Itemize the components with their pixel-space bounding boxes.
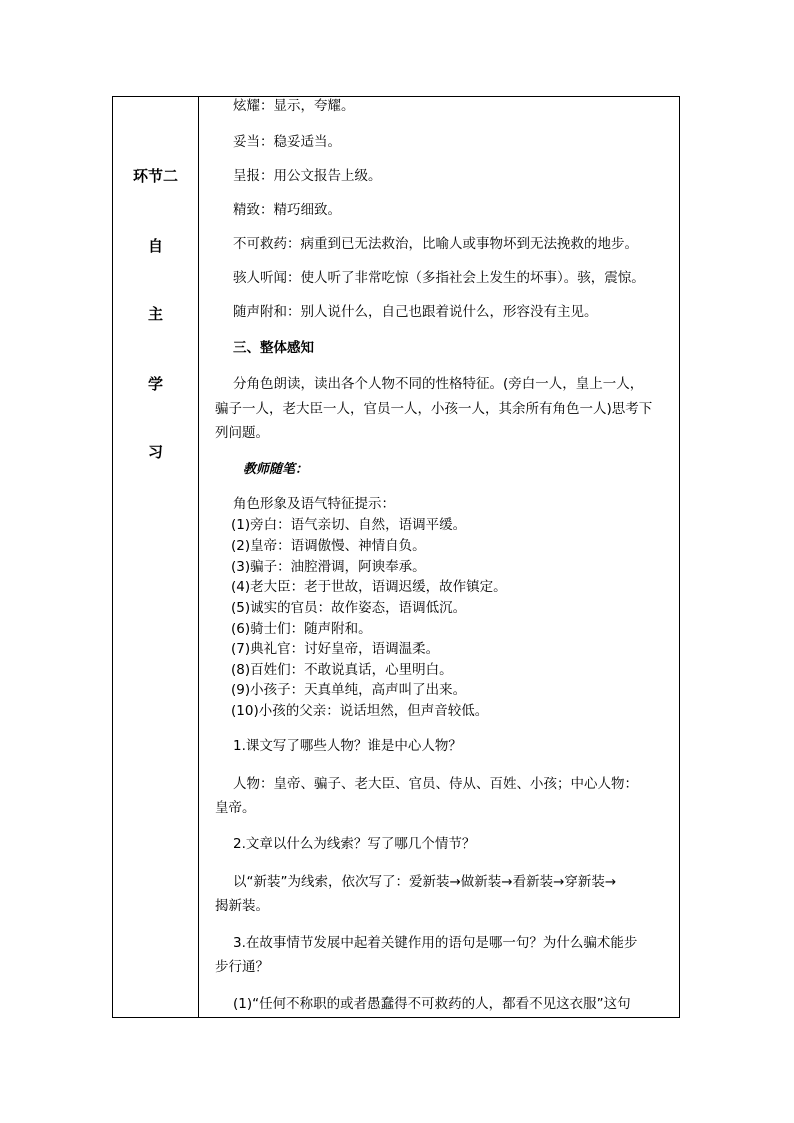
role-hint: (6)骑士们：随声附和。 (231, 621, 372, 637)
role-hint: (7)典礼官：讨好皇帝，语调温柔。 (231, 641, 440, 657)
role-hint: (9)小孩子：天真单纯，高声叫了出来。 (231, 682, 467, 698)
answer-line: 以“新装”为线索，依次写了：爱新装→做新装→看新装→穿新装→ (233, 874, 617, 890)
section-char-2: 主 (147, 305, 163, 323)
vocab-line: 随声附和：别人说什么，自己也跟着说什么，形容没有主见。 (233, 304, 598, 320)
answer-line: 皇帝。 (215, 800, 256, 816)
role-hint: (10)小孩的父亲：说话坦然，但声音较低。 (231, 703, 489, 719)
question: 步行通？ (215, 959, 269, 975)
role-hint: (2)皇帝：语调傲慢、神情自负。 (231, 538, 426, 554)
role-hint: (3)骗子：油腔滑调，阿谀奉承。 (231, 559, 426, 575)
question: 1.课文写了哪些人物？谁是中心人物？ (233, 738, 462, 754)
content-column (199, 97, 679, 1017)
vocab-line: 呈报：用公文报告上级。 (233, 168, 382, 184)
paragraph-line: 骗子一人，老大臣一人，官员一人，小孩一人，其余所有角色一人)思考下 (215, 401, 653, 417)
lesson-table (112, 96, 680, 1018)
question: 2.文章以什么为线索？写了哪几个情节？ (233, 836, 476, 852)
paragraph-line: 列问题。 (215, 425, 269, 441)
answer-line: (1)“任何不称职的或者愚蠢得不可救药的人，都看不见这衣服”这句 (233, 996, 631, 1012)
vocab-line: 骇人听闻：使人听了非常吃惊（多指社会上发生的坏事）。骇，震惊。 (233, 270, 645, 286)
role-hint: (4)老大臣：老于世故，语调迟缓，故作镇定。 (231, 579, 507, 595)
vocab-line: 精致：精巧细致。 (233, 202, 341, 218)
role-hint: (8)百姓们：不敢说真话，心里明白。 (231, 662, 453, 678)
teacher-notes-label: 教师随笔： (243, 462, 309, 477)
paragraph-line: 分角色朗读，读出各个人物不同的性格特征。(旁白一人，皇上一人， (233, 376, 644, 392)
vocab-line: 炫耀：显示，夸耀。 (233, 98, 355, 114)
vocab-line: 不可救药：病重到已无法救治，比喻人或事物坏到无法挽救的地步。 (233, 236, 638, 252)
answer-line: 揭新装。 (215, 898, 269, 914)
section-label-column (113, 97, 198, 1017)
vocab-line: 妥当：稳妥适当。 (233, 134, 341, 150)
hint-heading: 角色形象及语气特征提示： (233, 496, 395, 512)
role-hint: (1)旁白：语气亲切、自然，语调平缓。 (231, 517, 467, 533)
answer-line: 人物：皇帝、骗子、老大臣、官员、侍从、百姓、小孩；中心人物： (233, 776, 638, 792)
section-label: 环节二 (132, 167, 178, 185)
section-heading: 三、整体感知 (233, 340, 314, 356)
role-hint: (5)诚实的官员：故作姿态，语调低沉。 (231, 600, 467, 616)
question: 3.在故事情节发展中起着关键作用的语句是哪一句？为什么骗术能步 (233, 935, 638, 951)
section-char-1: 自 (147, 237, 163, 255)
section-char-4: 习 (147, 443, 163, 461)
section-char-3: 学 (147, 375, 163, 393)
